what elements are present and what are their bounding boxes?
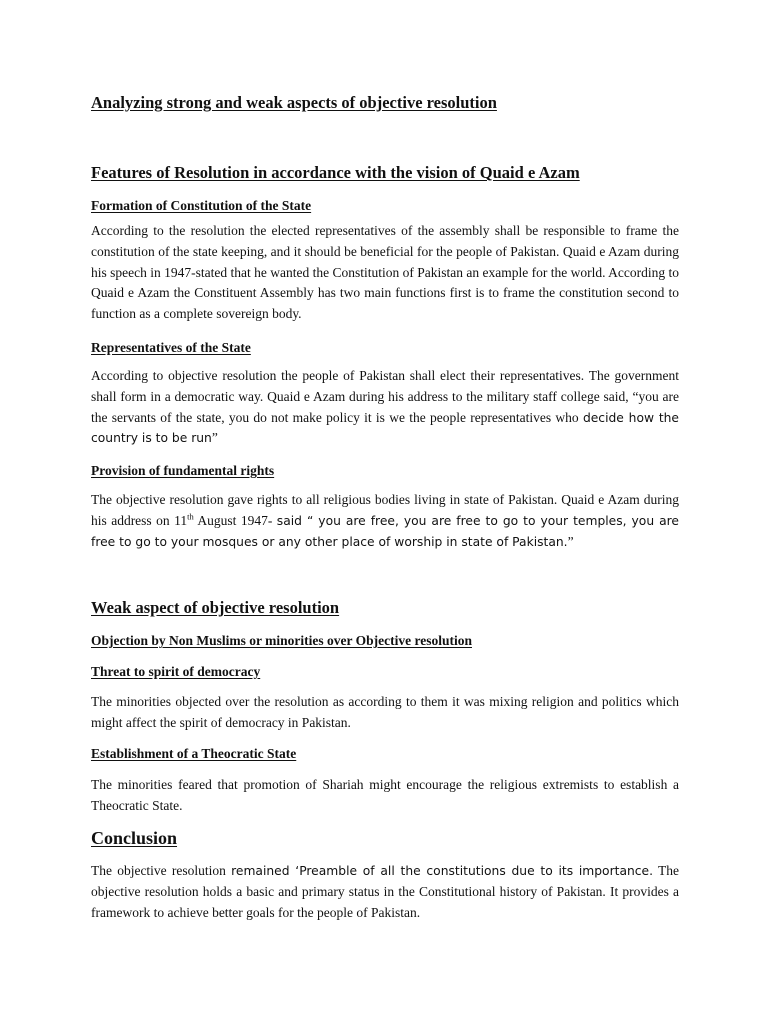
conclusion-text: The objective resolution remained ‘Preamble of all the constitutions due to its importance. The objective resolution holds a basic and primary status in the Constitutional history of Pakistan. It provides a framework to achieve better goals for the people of Pakistan. bbox=[91, 863, 679, 920]
section-heading-rights: Provision of fundamental rights bbox=[91, 463, 275, 478]
document-title: Analyzing strong and weak aspects of objective resolution bbox=[91, 93, 497, 112]
conclusion-heading: Conclusion bbox=[91, 828, 178, 848]
objection-heading: Objection by Non Muslims or minorities over Objective resolution bbox=[91, 633, 472, 648]
features-heading: Features of Resolution in accordance with the vision of Quaid e Azam bbox=[91, 163, 580, 182]
weak-aspect-heading: Weak aspect of objective resolution bbox=[91, 598, 340, 617]
section-text-formation: According to the resolution the elected representatives of the assembly shall be responsible to frame the constitution of the state keeping, and it should be beneficial for the people of Pakistan. Quaid e Azam during his speech in 1947-stated that he wanted the Constitution of Pakistan an example for the world. According to Quaid e Azam the Constituent Assembly has two main functions first is to frame the constitution second to function as a complete sovereign body. bbox=[91, 223, 679, 322]
section-heading-democracy: Threat to spirit of democracy bbox=[91, 664, 261, 679]
section-text-rights: The objective resolution gave rights to all religious bodies living in state of Pakistan. Quaid e Azam during his address on 11th August 1947- said “ you are free, you are free to go to your temples, you are free to go to your mosques or any other place of worship in state of Pakistan.” bbox=[91, 492, 679, 549]
section-text-theocratic: The minorities feared that promotion of Shariah might encourage the religious extremists to establish a Theocratic State. bbox=[91, 777, 679, 813]
section-text-representatives: According to objective resolution the people of Pakistan shall elect their representatives. The government shall form in a democratic way. Quaid e Azam during his address to the military staff college said, “you are the servants of the state, you do not make policy it is we the people representatives who decide how the country is to be run” bbox=[91, 368, 680, 446]
section-heading-formation: Formation of Constitution of the State bbox=[91, 198, 312, 213]
section-text-democracy: The minorities objected over the resolution as according to them it was mixing religion and politics which might affect the spirit of democracy in Pakistan. bbox=[91, 694, 679, 730]
section-heading-theocratic: Establishment of a Theocratic State bbox=[91, 746, 297, 761]
section-heading-representatives: Representatives of the State bbox=[91, 340, 251, 355]
